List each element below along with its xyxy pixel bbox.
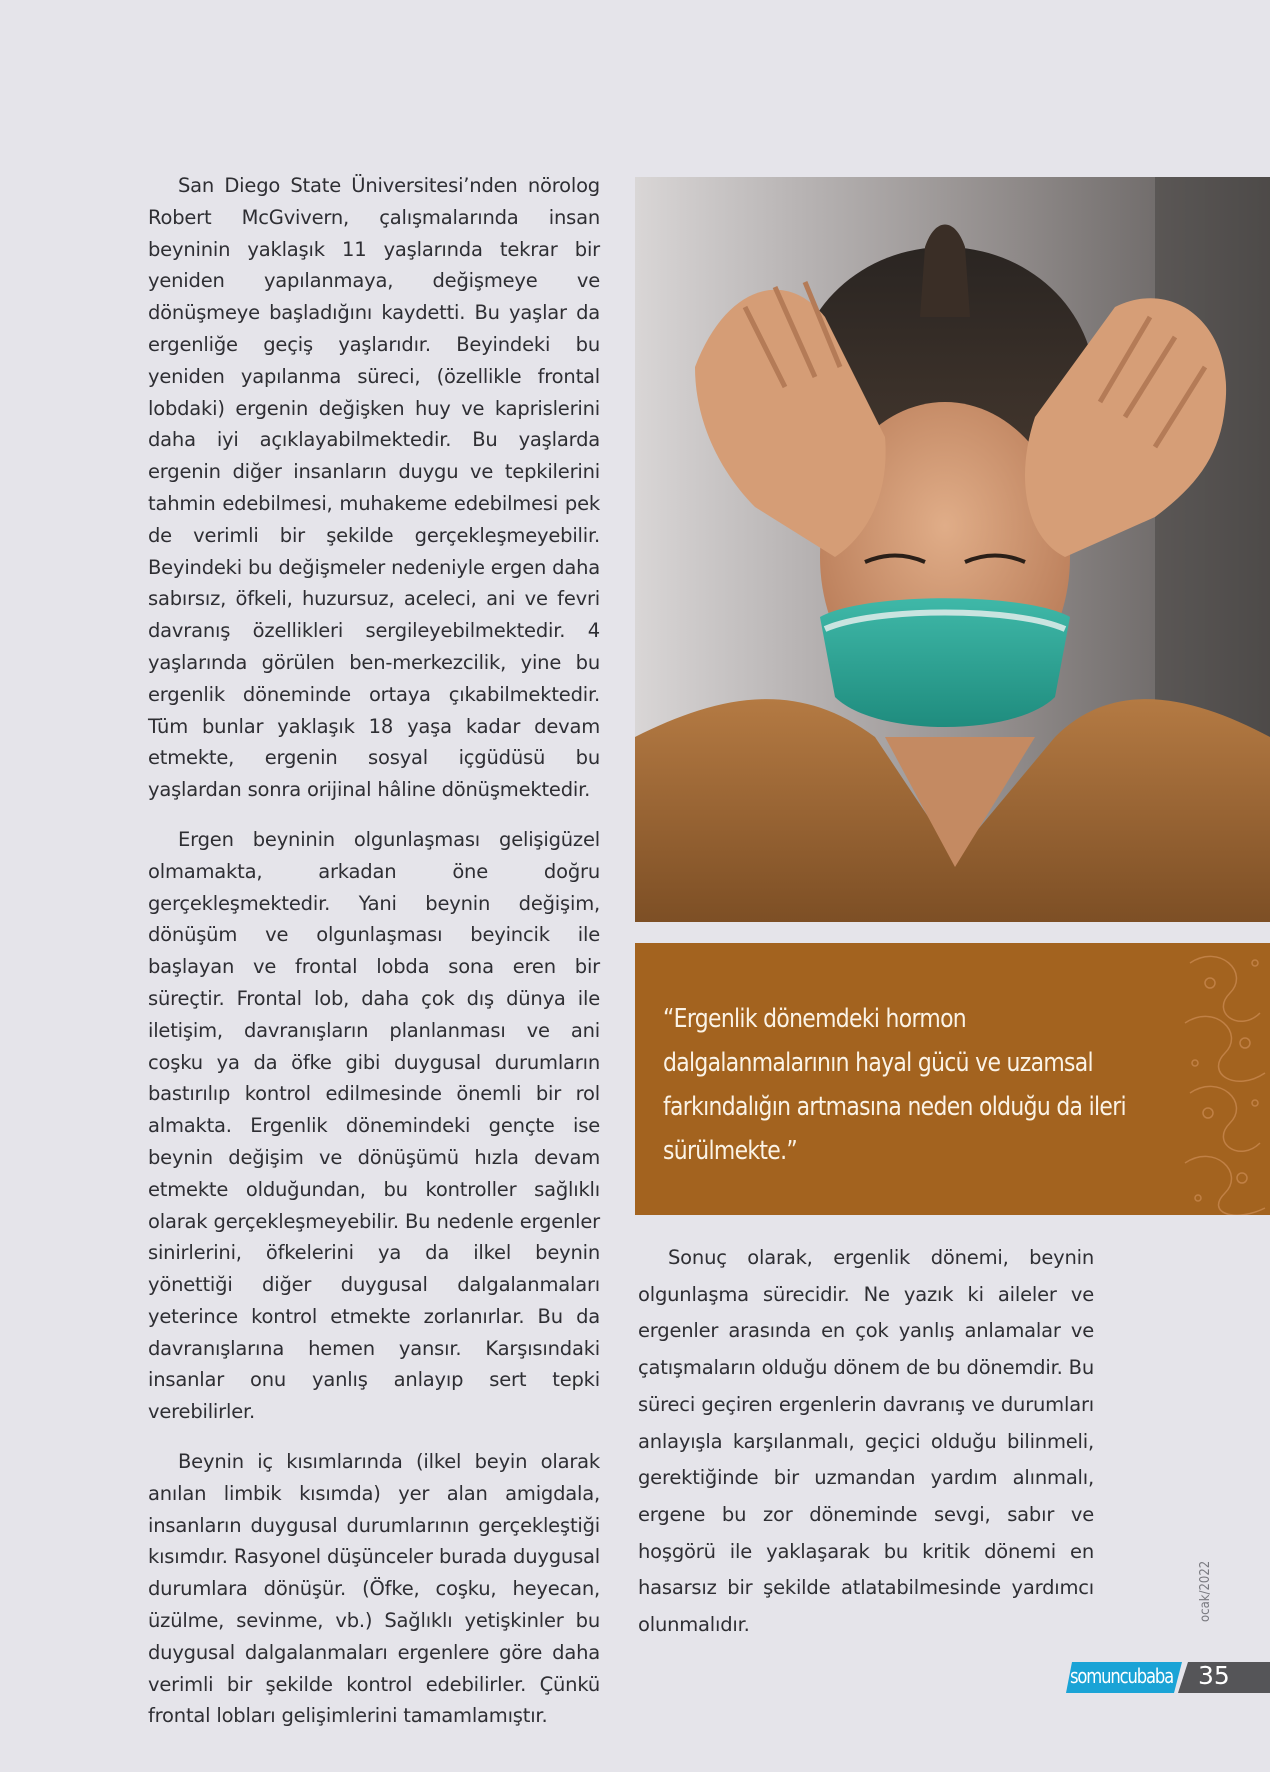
page-number: 35 <box>1198 1661 1230 1690</box>
left-column <box>148 170 600 1732</box>
ornament-pattern <box>1180 943 1270 1215</box>
right-column <box>638 1240 1094 1644</box>
paragraph: Beynin iç kısımlarında (ilkel beyin olarak anılan limbik kısımda) yer alan amigdala, insanların duygusal durumlarının gerçekleştiği kısımdır. Rasyonel düşünceler burada duygusal durumlara dönüşür. (Öfke, coşku, heyecan, üzülme, sevinme, vb.) Sağlıklı yetişkinler bu duygusal dalgalanmaları ergenlere göre daha verimli bir şekilde kontrol edebilirler. Çünkü frontal lobları gelişimlerini tamamlamıştır. <box>148 1450 600 1728</box>
brand-name: somuncubaba <box>1070 1664 1174 1688</box>
issue-date: ocak/2022 <box>1198 1560 1213 1622</box>
pull-quote-box <box>635 943 1270 1215</box>
paragraph: San Diego State Üniversitesi’nden nörolog Robert McGvivern, çalışmalarında insan beyninin yaklaşık 11 yaşlarında tekrar bir yeniden yapılanmaya, değişmeye ve dönüşmeye başladığını kaydetti. Bu yaşlar da ergenliğe geçiş yaşlarıdır. Beyindeki bu yeniden yapılanma süreci, (özellikle frontal lobdaki) ergenin değişken huy ve kaprislerini daha iyi açıklayabilmektedir. Bu yaşlarda ergenin diğer insanların duygu ve tepkilerini tahmin edebilmesi, muhakeme edebilmesi pek de verimli bir şekilde gerçekleşmeyebilir. Beyindeki bu değişmeler nedeniyle ergen daha sabırsız, öfkeli, huzursuz, aceleci, ani ve fevri davranış özellikleri sergileyebilmektedir. 4 yaşlarında görülen ben-merkezcilik, yine bu ergenlik döneminde ortaya çıkabilmektedir. Tüm bunlar yaklaşık 18 yaşa kadar devam etmekte, ergenin sosyal içgüdüsü bu yaşlardan sonra orijinal hâline dönüşmektedir. <box>148 174 600 802</box>
pull-quote-text: “Ergenlik dönemdeki hormon dalgalanmalarının hayal gücü ve uzamsal farkındalığın artmasına neden olduğu da ileri sürülmekte.” <box>663 1004 1126 1166</box>
paragraph: Ergen beyninin olgunlaşması gelişigüzel olmamakta, arkadan öne doğru gerçekleşmektedir. Yani beynin değişim, dönüşüm ve olgunlaşması beyincik ile başlayan ve frontal lobda sona eren bir süreçtir. Frontal lob, daha çok dış dünya ile iletişim, davranışların planlanması ve ani coşku ya da öfke gibi duygusal durumların bastırılıp kontrol edilmesinde önemli bir rol almakta. Ergenlik dönemindeki gençte ise beynin değişim ve dönüşümü hızla devam etmekte olduğundan, bu kontroller sağlıklı olarak gerçekleşmeyebilir. Bu nedenle ergenler sinirlerini, öfkelerini ya da ilkel beynin yönettiği diğer duygusal dalgalanmaları yeterince kontrol etmekte zorlanırlar. Bu da davranışlarına hemen yansır. Karşısındaki insanlar onu yanlış anlayıp sert tepki verebilirler. <box>148 827 600 1424</box>
article-photo <box>635 177 1270 922</box>
paragraph: Sonuç olarak, ergenlik dönemi, beynin olgunlaşma sürecidir. Ne yazık ki aileler ve ergenler arasında en çok yanlış anlamalar ve çatışmaların olduğu dönem de bu dönemdir. Bu süreci geçiren ergenlerin davranış ve durumları anlayışla karşılanmalı, geçici olduğu bilinmeli, gerektiğinde bir uzmandan yardım alınmalı, ergene bu zor döneminde sevgi, sabır ve hoşgörü ile yaklaşarak bu kritik dönemi en hasarsız bir şekilde atlatabilmesinde yardımcı olunmalıdır. <box>638 1246 1094 1637</box>
